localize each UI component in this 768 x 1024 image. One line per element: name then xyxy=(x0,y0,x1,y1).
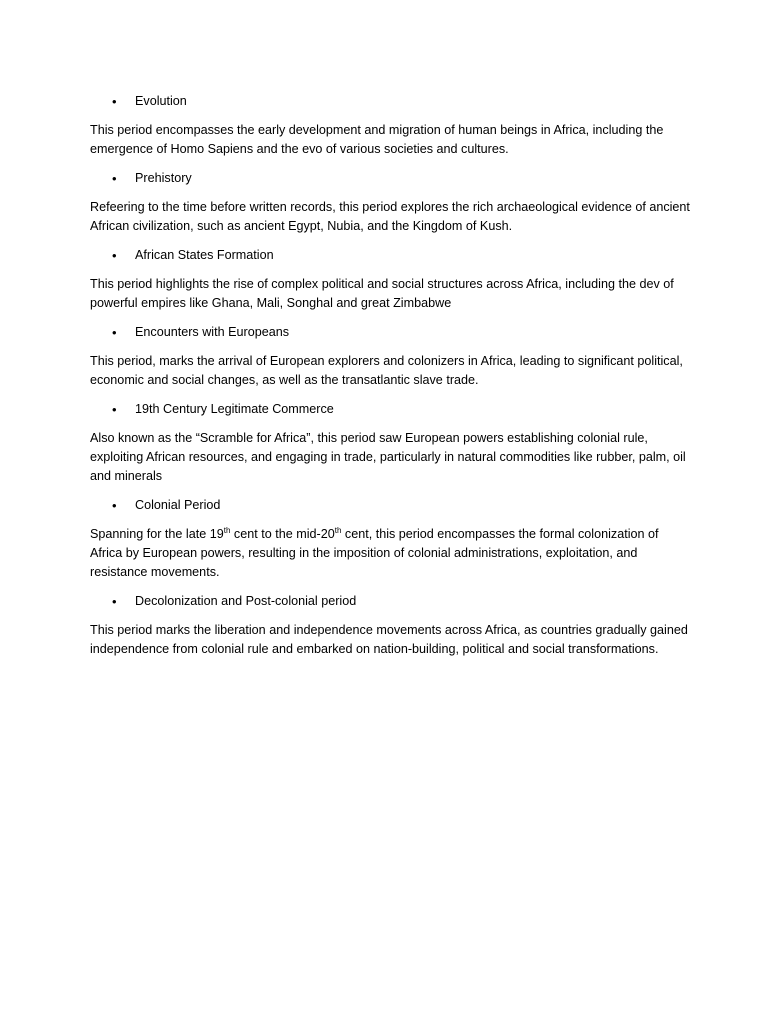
section-paragraph xyxy=(90,525,690,582)
bullet-icon: • xyxy=(112,402,117,417)
bullet-icon: • xyxy=(112,325,117,340)
document-body xyxy=(90,92,690,669)
superscript: th xyxy=(334,525,342,535)
list-item-colonial-period xyxy=(90,496,690,515)
bullet-icon: • xyxy=(112,498,117,513)
section-heading: African States Formation xyxy=(135,248,274,262)
section-paragraph: Also known as the “Scramble for Africa”, this period saw European powers establishing colonial rule, exploiting African resources, and engaging in trade, particularly in natural commodities like rubber, palm, oil and minerals xyxy=(90,431,686,483)
list-item-decolonization xyxy=(90,592,690,611)
paragraph-text: cent, this period encompasses the formal colonization of Africa by European powers, resulting in the imposition of colonial administrations, exploitation, and resistance movements. xyxy=(90,527,659,579)
list-item-19th-century-commerce xyxy=(90,400,690,419)
section-heading: Decolonization and Post-colonial period xyxy=(135,594,357,608)
section-paragraph: Refeering to the time before written records, this period explores the rich archaeological evidence of ancient African civilization, such as ancient Egypt, Nubia, and the Kingdom of Kush. xyxy=(90,200,690,233)
section-paragraph: This period marks the liberation and independence movements across Africa, as countries gradually gained independence from colonial rule and embarked on nation-building, political and social transformations. xyxy=(90,623,688,656)
paragraph-text: cent to the mid-20 xyxy=(230,527,335,541)
section-paragraph: This period, marks the arrival of European explorers and colonizers in Africa, leading to significant political, economic and social changes, as well as the transatlantic slave trade. xyxy=(90,354,683,387)
section-heading: Evolution xyxy=(135,94,187,108)
section-heading: Colonial Period xyxy=(135,498,221,512)
list-item-evolution xyxy=(90,92,690,111)
bullet-icon: • xyxy=(112,594,117,609)
paragraph-text: Spanning for the late 19 xyxy=(90,527,224,541)
bullet-icon: • xyxy=(112,171,117,186)
bullet-icon: • xyxy=(112,248,117,263)
section-heading: Encounters with Europeans xyxy=(135,325,290,339)
list-item-prehistory xyxy=(90,169,690,188)
section-paragraph: This period highlights the rise of complex political and social structures across Africa, including the dev of powerful empires like Ghana, Mali, Songhal and great Zimbabwe xyxy=(90,277,674,310)
list-item-african-states-formation xyxy=(90,246,690,265)
section-heading: 19th Century Legitimate Commerce xyxy=(135,402,334,416)
section-heading: Prehistory xyxy=(135,171,192,185)
bullet-icon: • xyxy=(112,94,117,109)
list-item-encounters-with-europeans xyxy=(90,323,690,342)
superscript: th xyxy=(223,525,231,535)
section-paragraph: This period encompasses the early development and migration of human beings in Africa, including the emergence of Homo Sapiens and the evo of various societies and cultures. xyxy=(90,123,664,156)
